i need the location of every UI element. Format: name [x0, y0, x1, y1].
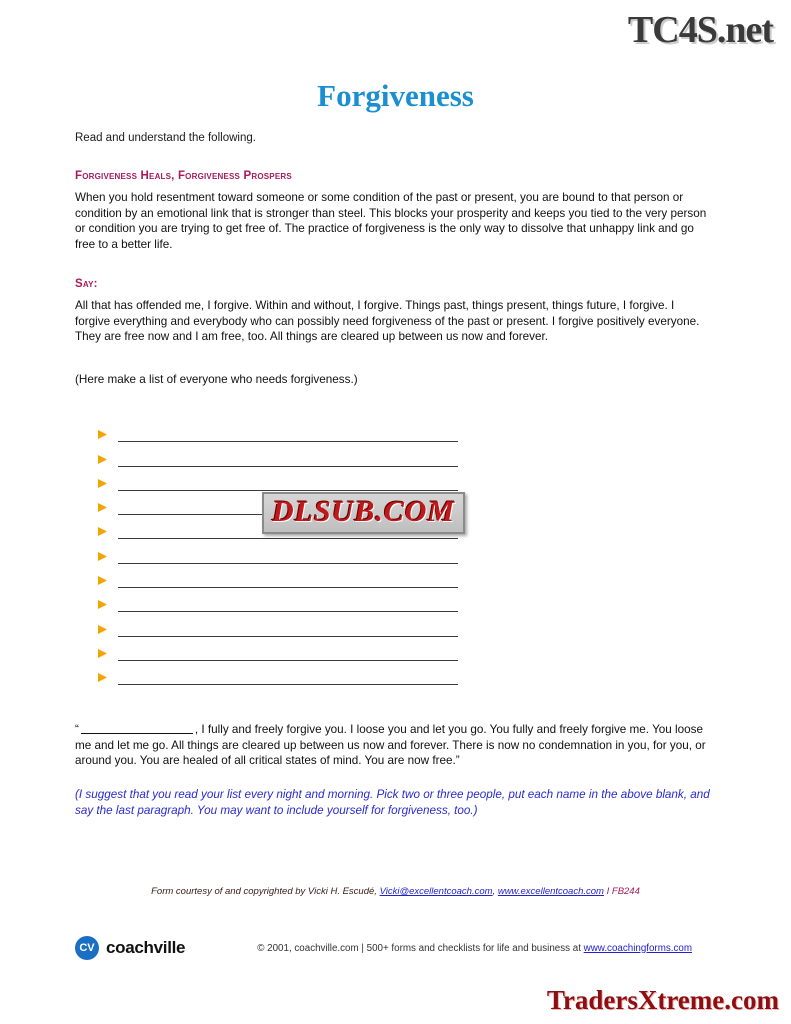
- intro-text: Read and understand the following.: [75, 132, 256, 144]
- list-item[interactable]: [98, 612, 478, 636]
- blank-write-line[interactable]: [118, 452, 458, 467]
- triangle-right-icon: [98, 552, 114, 564]
- triangle-right-icon: [98, 576, 114, 588]
- blank-write-line[interactable]: [118, 573, 458, 588]
- closing-quote-open: “: [75, 723, 79, 736]
- name-blank-field[interactable]: [81, 722, 193, 734]
- blank-write-line[interactable]: [118, 427, 458, 442]
- suggestion-text: (I suggest that you read your list every night and morning. Pick two or three people, put each name in the above blank, and say the last paragraph. You may want to include yourself for forgiveness, too.): [75, 788, 710, 817]
- triangle-right-icon: [98, 430, 114, 442]
- page-footer: [75, 936, 735, 960]
- coachville-logo-icon: CV: [75, 936, 99, 960]
- triangle-right-icon: [98, 527, 114, 539]
- credit-line: [0, 886, 791, 897]
- closing-paragraph: [75, 722, 715, 769]
- credit-prefix: Form courtesy of and copyrighted by Vicki H. Escudé,: [151, 886, 380, 897]
- blank-write-line[interactable]: [118, 670, 458, 685]
- tradersxtreme-watermark: TradersXtreme.com: [546, 985, 779, 1015]
- section-heading-say: Say:: [75, 278, 98, 291]
- list-item[interactable]: [98, 467, 478, 491]
- credit-separator: ,: [492, 886, 498, 897]
- document-body: [75, 132, 712, 386]
- list-item[interactable]: [98, 661, 478, 685]
- list-item[interactable]: [98, 418, 478, 442]
- list-instruction: (Here make a list of everyone who needs forgiveness.): [75, 372, 358, 386]
- list-item[interactable]: [98, 442, 478, 466]
- blank-write-line[interactable]: [118, 597, 458, 612]
- triangle-right-icon: [98, 649, 114, 661]
- coachville-brand: coachville: [106, 938, 186, 957]
- dlsub-watermark: DLSUB.COM: [262, 492, 465, 534]
- blank-write-line[interactable]: [118, 549, 458, 564]
- blank-write-line[interactable]: [118, 646, 458, 661]
- tc4s-watermark: TC4S.net: [627, 9, 773, 51]
- triangle-right-icon: [98, 479, 114, 491]
- triangle-right-icon: [98, 503, 114, 515]
- page-title: Forgiveness: [317, 78, 474, 113]
- closing-text: , I fully and freely forgive you. I loose you and let you go. You fully and freely forgive me. You loose me and let me go. All things are cleared up between us now and forever. There is now no condemnation in you, for you, or around you. You are healed of all critical states of mind. You are now free.”: [75, 723, 706, 768]
- footer-copyright-text: © 2001, coachville.com | 500+ forms and checklists for life and business at: [257, 942, 584, 954]
- list-item[interactable]: [98, 564, 478, 588]
- section2-body: All that has offended me, I forgive. Within and without, I forgive. Things past, things present, things future, I forgive. I forgive everything and everybody who can possibly need forgiveness of the past or present. I forgive positively everyone. They are free now and I am free, too. All things are cleared up between us now and forever.: [75, 299, 700, 344]
- credit-email-link[interactable]: Vicki@excellentcoach.com: [379, 886, 493, 897]
- blank-write-line[interactable]: [118, 476, 458, 491]
- footer-copyright: [257, 943, 692, 954]
- blank-write-line[interactable]: [118, 622, 458, 637]
- triangle-right-icon: [98, 673, 114, 685]
- section-heading-forgiveness-heals: Forgiveness Heals, Forgiveness Prospers: [75, 170, 292, 182]
- list-item[interactable]: [98, 637, 478, 661]
- list-item[interactable]: [98, 588, 478, 612]
- triangle-right-icon: [98, 455, 114, 467]
- coachingforms-link[interactable]: www.coachingforms.com: [583, 942, 692, 954]
- list-item[interactable]: [98, 539, 478, 563]
- triangle-right-icon: [98, 600, 114, 612]
- section1-body: When you hold resentment toward someone or some condition of the past or present, you are bound to that person or condition by an emotional link that is stronger than steel. This blocks your prosperity and keeps you tied to the very person or condition you are trying to get free of. The practice of forgiveness is the only way to dissolve that unhappy link and go free to a better life.: [75, 191, 707, 251]
- triangle-right-icon: [98, 625, 114, 637]
- credit-site-link[interactable]: www.excellentcoach.com: [497, 886, 604, 897]
- forgiveness-blank-list: [98, 418, 478, 685]
- credit-form-id: I FB244: [603, 886, 640, 897]
